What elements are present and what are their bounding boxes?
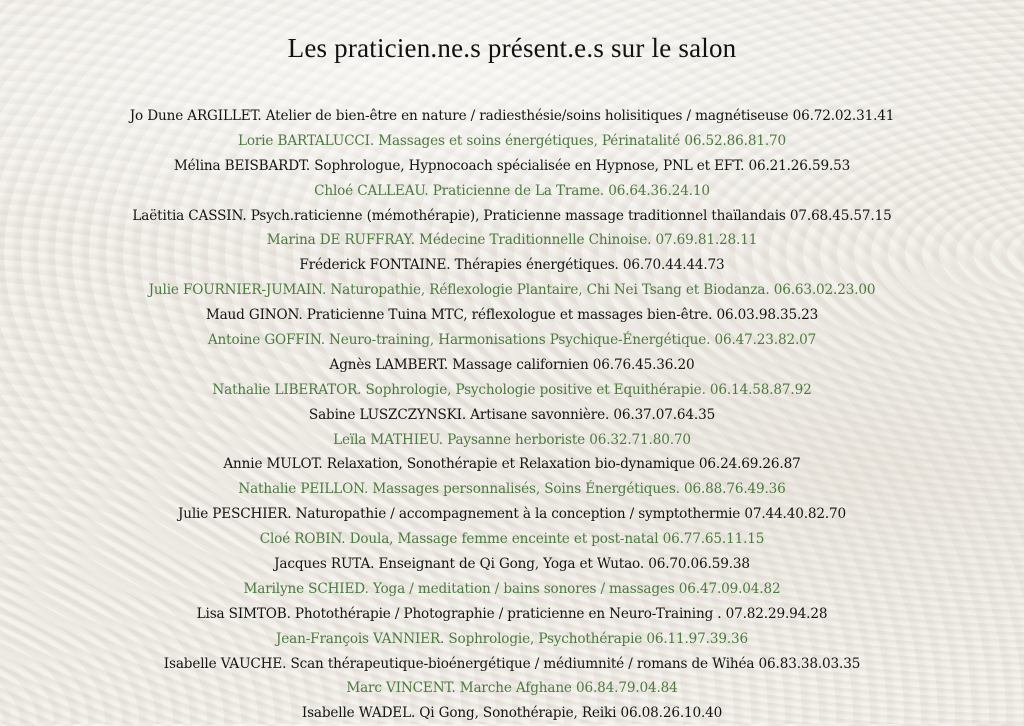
practitioner-entry: Marina DE RUFFRAY. Médecine Traditionnelle Chinoise. 07.69.81.28.11 xyxy=(266,232,758,249)
practitioner-entry: Sabine LUSZCZYNSKI. Artisane savonnière. 06.37.07.64.35 xyxy=(308,406,716,423)
practitioner-entry: Jean-François VANNIER. Sophrologie, Psychothérapie 06.11.97.39.36 xyxy=(275,630,749,647)
practitioner-entry: Fréderick FONTAINE. Thérapies énergétiques. 06.70.44.44.73 xyxy=(299,257,725,274)
practitioner-entry: Annie MULOT. Relaxation, Sonothérapie et Relaxation bio-dynamique 06.24.69.26.87 xyxy=(223,456,801,473)
practitioner-entry: Agnès LAMBERT. Massage californien 06.76.45.36.20 xyxy=(329,356,695,373)
practitioner-entry: Chloé CALLEAU. Praticienne de La Trame. 06.64.36.24.10 xyxy=(314,182,710,199)
practitioner-entry: Julie PESCHIER. Naturopathie / accompagnement à la conception / symptothermie 07.44.40.82.70 xyxy=(177,506,847,523)
page-title: Les praticien.ne.s présent.e.s sur le salon xyxy=(287,33,737,63)
practitioner-entry: Isabelle VAUCHE. Scan thérapeutique-bioénergétique / médiumnité / romans de Wihéa 06.83.38.03.35 xyxy=(163,655,861,672)
practitioner-entry: Nathalie PEILLON. Massages personnalisés, Soins Énergétiques. 06.88.76.49.36 xyxy=(238,481,786,498)
practitioner-entry: Jacques RUTA. Enseignant de Qi Gong, Yoga et Wutao. 06.70.06.59.38 xyxy=(274,556,750,573)
practitioner-entry: Laëtitia CASSIN. Psych.raticienne (mémothérapie), Praticienne massage traditionnel thaïlandais 07.68.45.57.15 xyxy=(132,207,892,224)
practitioner-entry: Lorie BARTALUCCI. Massages et soins énergétiques, Périnatalité 06.52.86.81.70 xyxy=(237,132,787,149)
practitioner-entry: Jo Dune ARGILLET. Atelier de bien-être en nature / radiesthésie/soins holisitiques / magnétiseuse 06.72.02.31.41 xyxy=(129,108,895,124)
practitioner-entry: Mélina BEISBARDT. Sophrologue, Hypnocoach spécialisée en Hypnose, PNL et EFT. 06.21.26.59.53 xyxy=(173,157,851,174)
practitioner-entry: Maud GINON. Praticienne Tuina MTC, réflexologue et massages bien-être. 06.03.98.35.23 xyxy=(205,307,819,324)
practitioner-entry: Nathalie LIBERATOR. Sophrologie, Psychologie positive et Equithérapie. 06.14.58.87.92 xyxy=(212,381,812,398)
practitioner-entry: Julie FOURNIER-JUMAIN. Naturopathie, Réflexologie Plantaire, Chi Nei Tsang et Biodanza. 06.63.02.23.00 xyxy=(148,282,876,299)
practitioner-entry: Leïla MATHIEU. Paysanne herboriste 06.32.71.80.70 xyxy=(333,431,691,448)
practitioner-entry: Cloé ROBIN. Doula, Massage femme enceinte et post-natal 06.77.65.11.15 xyxy=(259,531,765,548)
practitioner-entry: Lisa SIMTOB. Photothérapie / Photographie / praticienne en Neuro-Training . 07.82.29.94.28 xyxy=(196,605,828,622)
practitioner-entry: Isabelle WADEL. Qi Gong, Sonothérapie, Reiki 06.08.26.10.40 xyxy=(301,705,723,722)
practitioner-list xyxy=(0,104,1024,726)
practitioner-entry: Antoine GOFFIN. Neuro-training, Harmonisations Psychique-Énergétique. 06.47.23.82.07 xyxy=(207,332,817,349)
practitioner-entry: Marilyne SCHIED. Yoga / meditation / bains sonores / massages 06.47.09.04.82 xyxy=(243,580,781,597)
practitioner-entry: Marc VINCENT. Marche Afghane 06.84.79.04.84 xyxy=(346,680,678,697)
